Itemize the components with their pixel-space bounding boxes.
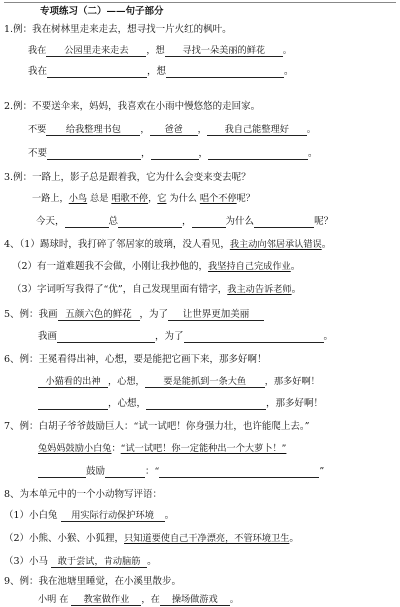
q8-l2-answer: 只知道要使自己干净漂亮，不管环境卫生 bbox=[124, 533, 290, 544]
q3-b-mid1: 总 bbox=[108, 216, 119, 227]
q5-b-mid: ，为了 bbox=[155, 331, 184, 342]
q8-l1-answer: 用实际行动保护环境 bbox=[61, 510, 165, 522]
top-rule bbox=[4, 2, 396, 3]
q8-line3 bbox=[4, 556, 157, 568]
q8-prompt: 8、为本单元中的一个小动物写评语： bbox=[4, 489, 163, 500]
q1-b-pre: 我在 bbox=[28, 66, 48, 77]
q3-b-mid3: 为什么 bbox=[225, 216, 255, 227]
q3-b-mid2: ， bbox=[182, 216, 192, 227]
q3-b-blank3[interactable] bbox=[192, 216, 226, 228]
q1-a-mid: ，想 bbox=[146, 45, 165, 56]
q8-line2 bbox=[4, 533, 299, 545]
q7-a-colon: ： bbox=[111, 443, 121, 454]
q2-a-blank1: 给我整理书包 bbox=[46, 124, 140, 136]
q7-b-colon: ： bbox=[145, 466, 155, 477]
q8-l2-pre: （2）小熊、小猴、小狐狸， bbox=[4, 533, 125, 544]
q1-prompt: 1.例：我在树林里走来走去，想寻找一片火红的枫叶。 bbox=[4, 24, 232, 35]
q1-a-blank1: 公园里走来走去 bbox=[46, 45, 146, 57]
q2-a-pre: 不要 bbox=[28, 124, 47, 135]
q3-b-blank1[interactable] bbox=[65, 216, 109, 228]
q1-b-mid: ，想 bbox=[147, 66, 167, 77]
q5-b-end: 。 bbox=[323, 331, 334, 342]
q5-prompt bbox=[4, 309, 264, 321]
q2-a-end: 。 bbox=[306, 124, 316, 135]
q9-a-ans1: 教室做作业 bbox=[71, 594, 141, 606]
q6-b-blank2[interactable] bbox=[146, 398, 266, 410]
worksheet-title: 专项练习（二）——句子部分 bbox=[40, 6, 164, 17]
q9-answer-line bbox=[38, 594, 239, 606]
q5-prompt-ans2: 让世界更加美丽 bbox=[168, 309, 264, 321]
q2-b-blank2[interactable] bbox=[151, 148, 199, 160]
q8-l3-answer: 敢于尝试，肯动脑筋 bbox=[51, 556, 147, 568]
q2-a-comma2: ， bbox=[197, 124, 207, 135]
q7-b-blank1[interactable] bbox=[38, 466, 86, 478]
q1-a-pre: 我在 bbox=[28, 45, 47, 56]
q2-a-blank2: 爸爸 bbox=[150, 124, 198, 136]
q8-l3-pre: （3）小马 bbox=[4, 556, 49, 567]
q3-prompt: 3.例：一路上，影子总是跟着我，它为什么会变来变去呢？ bbox=[4, 172, 251, 183]
q7-answer-line bbox=[38, 443, 286, 455]
q7-a-quote: “试一试吧！你一定能种出一个大萝卜！” bbox=[120, 443, 287, 454]
q3-a-end: 呢？ bbox=[236, 193, 255, 204]
q3-blank-line bbox=[36, 216, 333, 228]
q1-b-blank1[interactable] bbox=[47, 66, 147, 78]
q6-a-blank1: 小猫看的出神 bbox=[38, 376, 108, 388]
q2-b-comma2: ， bbox=[198, 148, 209, 159]
q3-a-pre: 一路上， bbox=[32, 193, 69, 204]
q9-a-mid1: 在 bbox=[59, 594, 69, 605]
q4-l1-pre: 4、（1）踢球时，我打碎了邻居家的玻璃，没人看见， bbox=[4, 239, 230, 250]
q3-a-mid3: 为什么 bbox=[169, 193, 197, 204]
q4-line2 bbox=[12, 261, 300, 273]
q3-a-blank4: 唱个不停 bbox=[199, 193, 237, 204]
q7-b-mid: 鼓励 bbox=[86, 466, 106, 477]
q5-prompt-ans1: 五颜六色的鲜花 bbox=[58, 309, 140, 321]
q9-a-ans2: 操场做游戏 bbox=[160, 594, 230, 606]
q3-a-mid2: ， bbox=[148, 193, 158, 204]
q4-l2-end: 。 bbox=[290, 261, 301, 272]
q6-blank-line bbox=[38, 398, 323, 410]
q3-b-blank2[interactable] bbox=[118, 216, 182, 228]
q2-b-blank3[interactable] bbox=[208, 148, 308, 160]
q6-a-blank2: 要是能抓到一条大鱼 bbox=[145, 376, 265, 388]
q6-b-mid1: ，心想， bbox=[108, 398, 147, 409]
q5-prompt-mid: ，为了 bbox=[139, 309, 169, 320]
q4-l2-pre: （2）有一道难题我不会做，小刚让我抄他的， bbox=[12, 261, 209, 272]
q3-a-blank2: 唱歌不停 bbox=[111, 193, 149, 204]
q9-prompt: 9、例：我在池塘里睡觉，在小溪里散步。 bbox=[4, 576, 182, 587]
q8-l2-end: 。 bbox=[289, 533, 299, 544]
q5-prompt-pre: 5、例：我画 bbox=[4, 309, 58, 320]
q1-blank-line bbox=[28, 66, 294, 78]
q4-l3-answer: 我主动告诉老师 bbox=[227, 284, 292, 295]
q4-l1-answer: 我主动向邻居承认错误 bbox=[229, 239, 322, 250]
q8-l3-end: 。 bbox=[147, 556, 157, 567]
q1-a-end: 。 bbox=[282, 45, 292, 56]
q1-a-blank2: 寻找一朵美丽的鲜花 bbox=[165, 45, 283, 57]
q2-b-end: 。 bbox=[308, 148, 318, 159]
q2-b-pre: 不要 bbox=[28, 148, 48, 159]
q1-b-end: 。 bbox=[284, 66, 294, 77]
q9-a-mid2: ，在 bbox=[141, 594, 160, 605]
q3-b-end: 呢？ bbox=[314, 216, 334, 227]
q5-b-blank1[interactable] bbox=[57, 331, 155, 343]
q2-b-blank1[interactable] bbox=[47, 148, 141, 160]
q7-b-quote-close: ” bbox=[319, 466, 325, 477]
q4-line1 bbox=[4, 239, 331, 251]
q8-l1-pre: （1）小白兔 bbox=[4, 510, 58, 521]
q3-a-mid1: 总是 bbox=[90, 193, 109, 204]
q7-b-blank2[interactable] bbox=[105, 466, 145, 478]
q4-l3-pre: （3）字词听写我得了“优”，自己发现里面有错字， bbox=[12, 284, 228, 295]
q5-blank-line bbox=[38, 331, 333, 343]
q3-a-blank1: 小鸟 bbox=[68, 193, 88, 204]
q3-answer-line bbox=[32, 193, 255, 205]
q7-prompt: 7、例：白胡子爷爷鼓励巨人：“试一试吧！你身强力壮，也许能爬上去。” bbox=[4, 421, 310, 432]
q6-b-blank1[interactable] bbox=[38, 398, 108, 410]
q1-b-blank2[interactable] bbox=[166, 66, 284, 78]
q2-prompt: 2.例：不要送伞来，妈妈，我喜欢在小雨中慢悠悠的走回家。 bbox=[4, 101, 261, 112]
q6-a-end: ，那多好啊！ bbox=[264, 376, 320, 387]
q5-b-pre: 我画 bbox=[38, 331, 58, 342]
q4-line3 bbox=[12, 284, 301, 296]
q1-answer-line bbox=[28, 45, 292, 57]
q2-a-blank3: 我自己能整理好 bbox=[207, 124, 307, 136]
q5-b-blank2[interactable] bbox=[184, 331, 324, 343]
q2-b-comma: ， bbox=[141, 148, 151, 159]
q4-l2-answer: 我坚持自己完成作业 bbox=[208, 261, 291, 272]
q9-a-end: 。 bbox=[229, 594, 239, 605]
q3-a-blank3: 它 bbox=[157, 193, 167, 204]
q3-b-pre: 今天， bbox=[36, 216, 65, 227]
q7-a-blank1: 兔妈妈鼓励小白兔 bbox=[38, 443, 112, 454]
q6-a-mid1: ，心想， bbox=[108, 376, 145, 387]
q6-answer-line bbox=[38, 376, 320, 388]
q7-blank-line bbox=[38, 466, 324, 478]
q8-line1 bbox=[4, 510, 174, 522]
q9-a-pre: 小明 bbox=[38, 594, 57, 605]
q8-l1-end: 。 bbox=[164, 510, 175, 521]
q4-l3-end: 。 bbox=[291, 284, 302, 295]
q4-l1-end: 。 bbox=[321, 239, 332, 250]
q6-prompt: 6、例：王冕看得出神，心想，要是能把它画下来，那多好啊！ bbox=[4, 354, 267, 365]
q3-b-blank4[interactable] bbox=[254, 216, 314, 228]
q6-b-end: ，那多好啊！ bbox=[266, 398, 324, 409]
q2-blank-line bbox=[28, 148, 318, 160]
q2-a-comma: ， bbox=[140, 124, 150, 135]
q7-b-blank3[interactable] bbox=[159, 466, 319, 478]
q7-b-quote-open: “ bbox=[154, 466, 160, 477]
q2-answer-line bbox=[28, 124, 316, 136]
